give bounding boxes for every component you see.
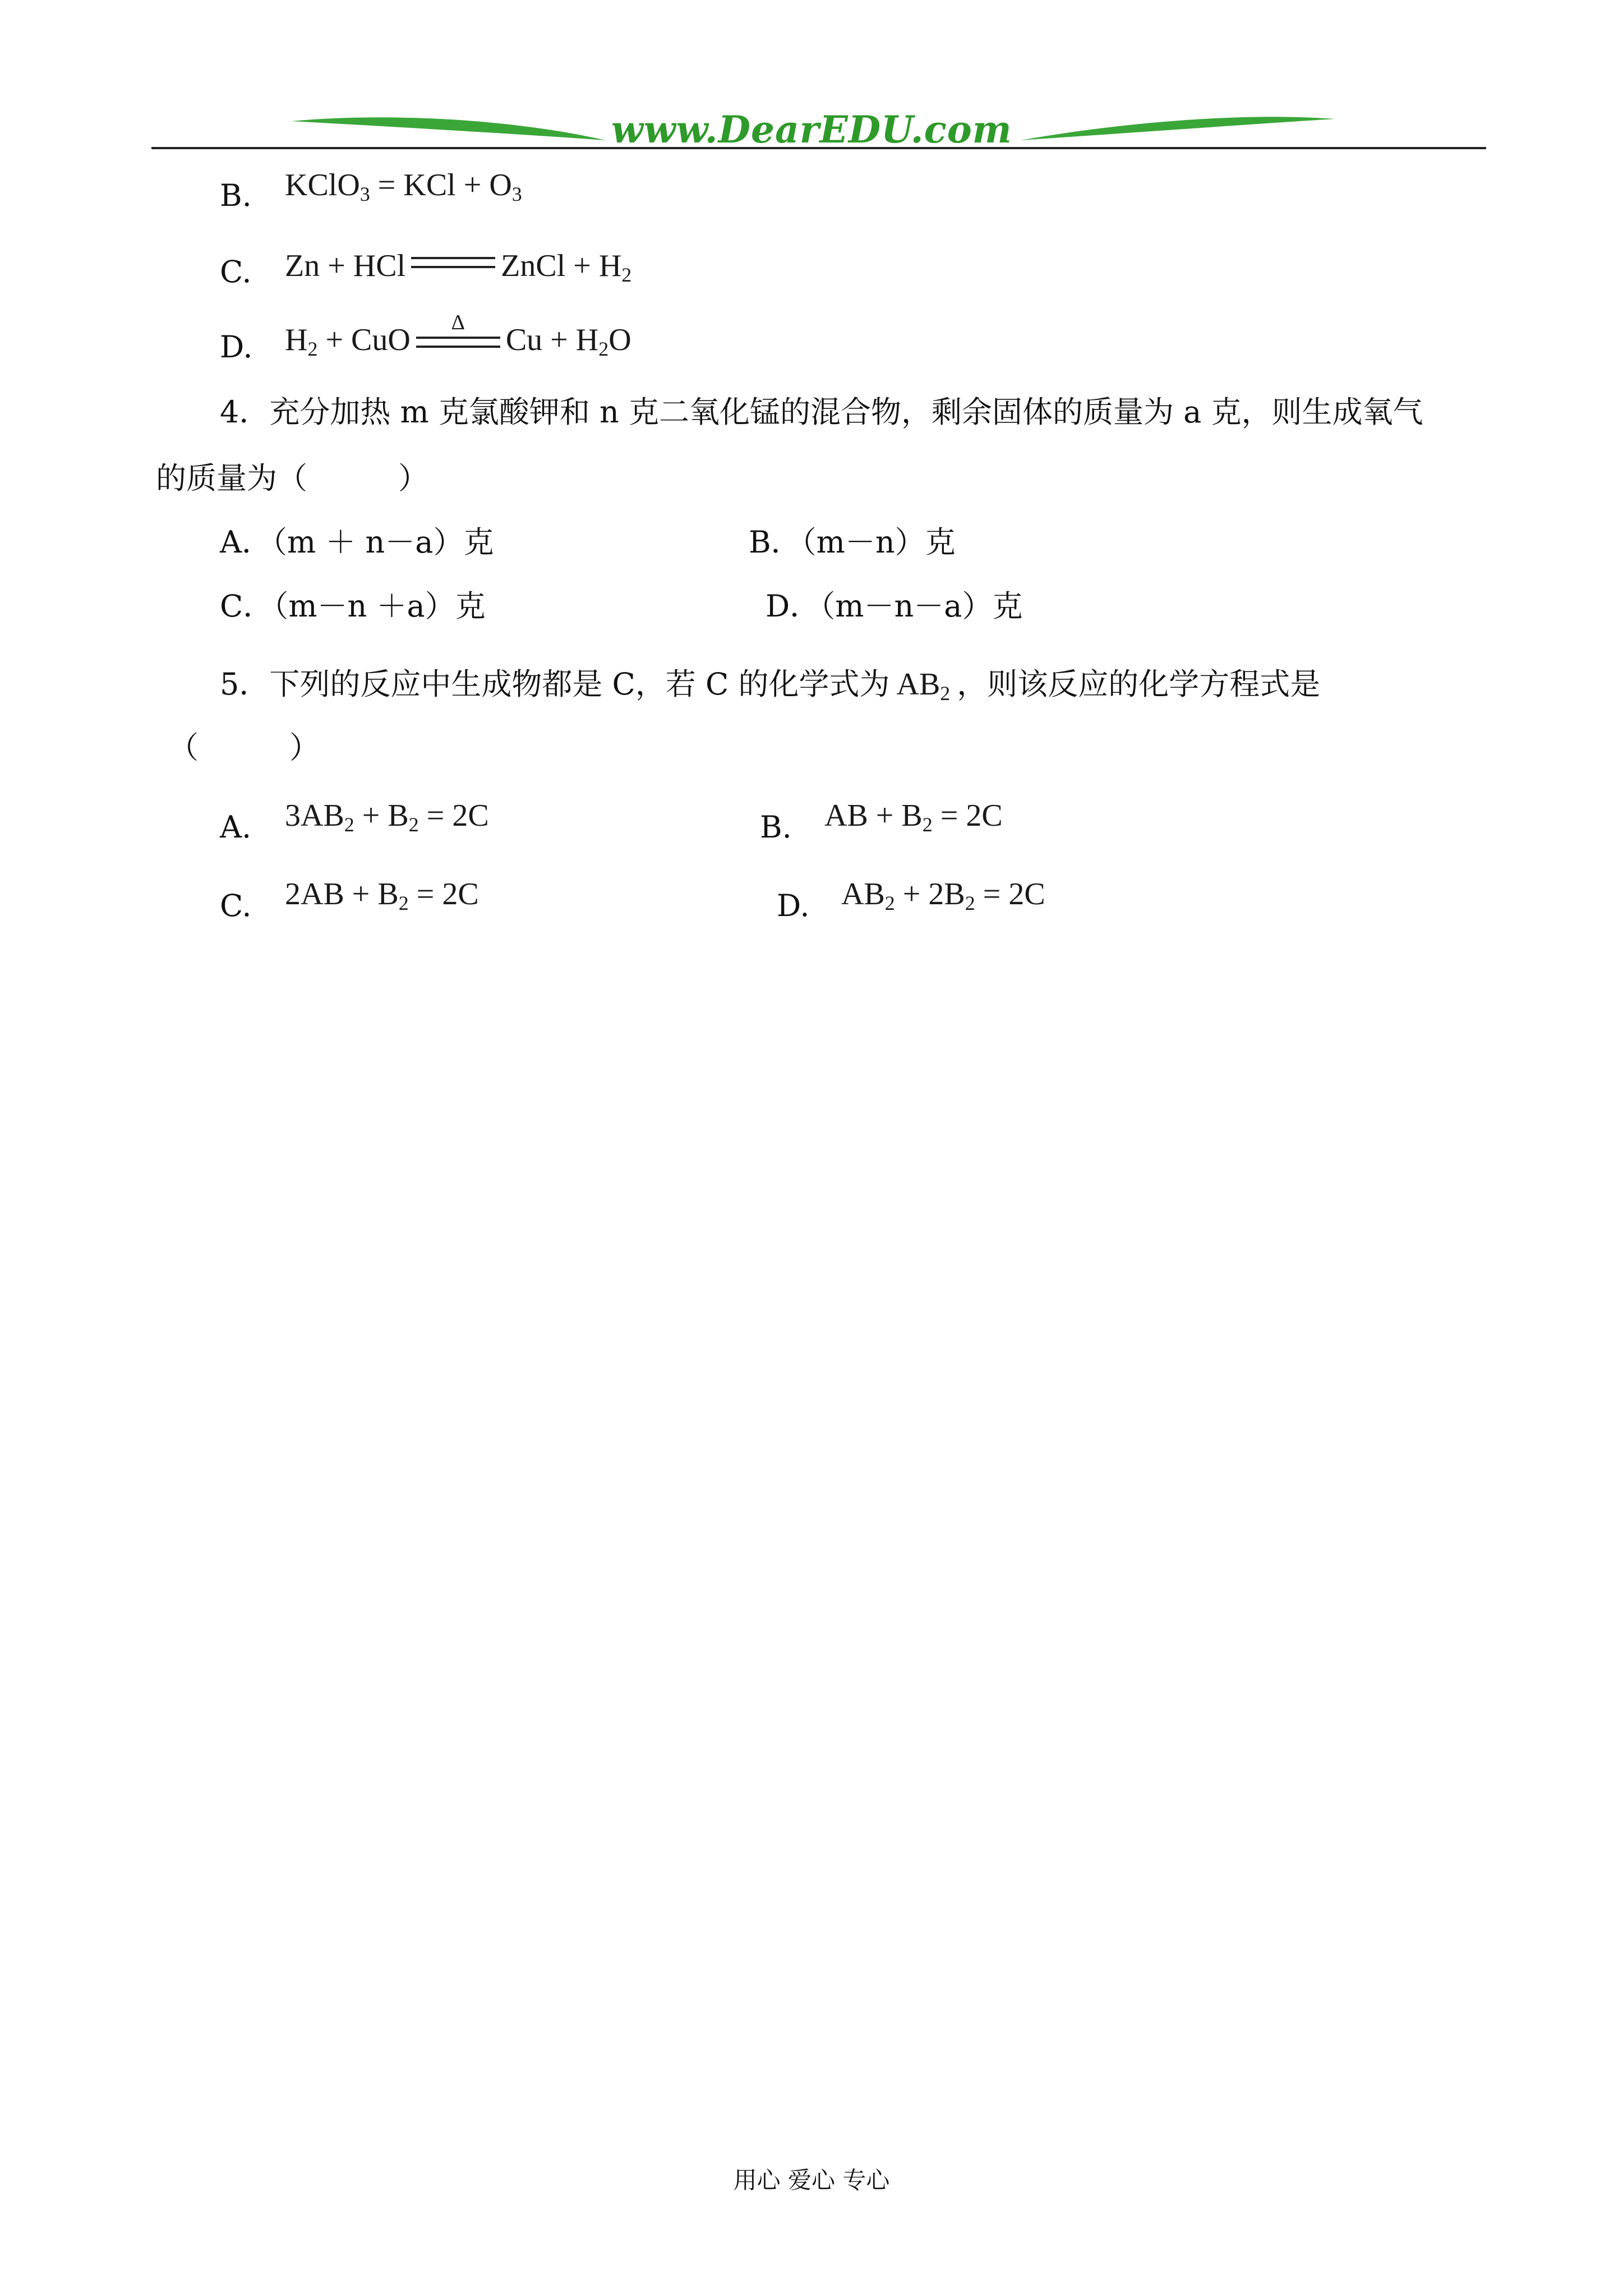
q3-option-c-equation: Zn + HCl ZnCl + $H_2$: [285, 249, 632, 286]
q5-question-line1: 5．下列的反应中生成物都是 C，若 C 的化学式为 $AB_2$ ，则该反应的化学方程式是: [220, 666, 1321, 705]
q5-option-a-equation: $3AB_2 + B_2 = 2C$: [285, 798, 489, 836]
q5-option-b-equation: AB + $B_2 = 2C$: [824, 798, 1003, 836]
q4-option-d: D．（m－n－a）克: [766, 588, 1023, 624]
equals-double-bar-icon: [411, 257, 495, 268]
q4-option-b: B．（m－n）克: [749, 524, 956, 560]
q4-option-c: C．（m－n ＋a）克: [220, 588, 486, 624]
site-logo-text: www.DearEDU.com: [611, 108, 1012, 151]
heating-triangle-icon: Δ: [451, 311, 465, 334]
q4-option-a: A．（m ＋ n－a）克: [220, 524, 494, 560]
q3-option-d-equation: $H_2$ + CuO Δ $Cu + H_2O$: [285, 311, 631, 360]
q5-option-a-label: A.: [220, 809, 252, 845]
q3-option-d-label: D.: [220, 329, 253, 365]
q5-option-c-label: C.: [220, 888, 252, 923]
q4-question-line2: 的质量为（ ）: [156, 461, 428, 496]
q5-question-line2: （ ）: [168, 730, 320, 765]
q5-option-d-label: D.: [777, 888, 810, 923]
q3-option-c-label: C.: [220, 254, 252, 289]
q4-question-line1: 4．充分加热 m 克氯酸钾和 n 克二氧化锰的混合物，剩余固体的质量为 a 克，则生成氧气: [220, 394, 1423, 430]
header-divider: [151, 147, 1486, 149]
q5-option-c-equation: $2AB + B_2 = 2C$: [285, 877, 479, 914]
q3-option-b-equation: KClO$_3$ = KCl + $O_3$: [285, 168, 522, 205]
q5-formula: $AB_2$: [896, 667, 951, 705]
q3-option-b-label: B.: [220, 178, 252, 213]
q5-option-b-label: B.: [760, 809, 792, 845]
q5-option-d-equation: $AB_2 + 2B_2 = 2C$: [841, 877, 1045, 914]
page-footer: 用心 爱心 专心: [733, 2166, 890, 2194]
